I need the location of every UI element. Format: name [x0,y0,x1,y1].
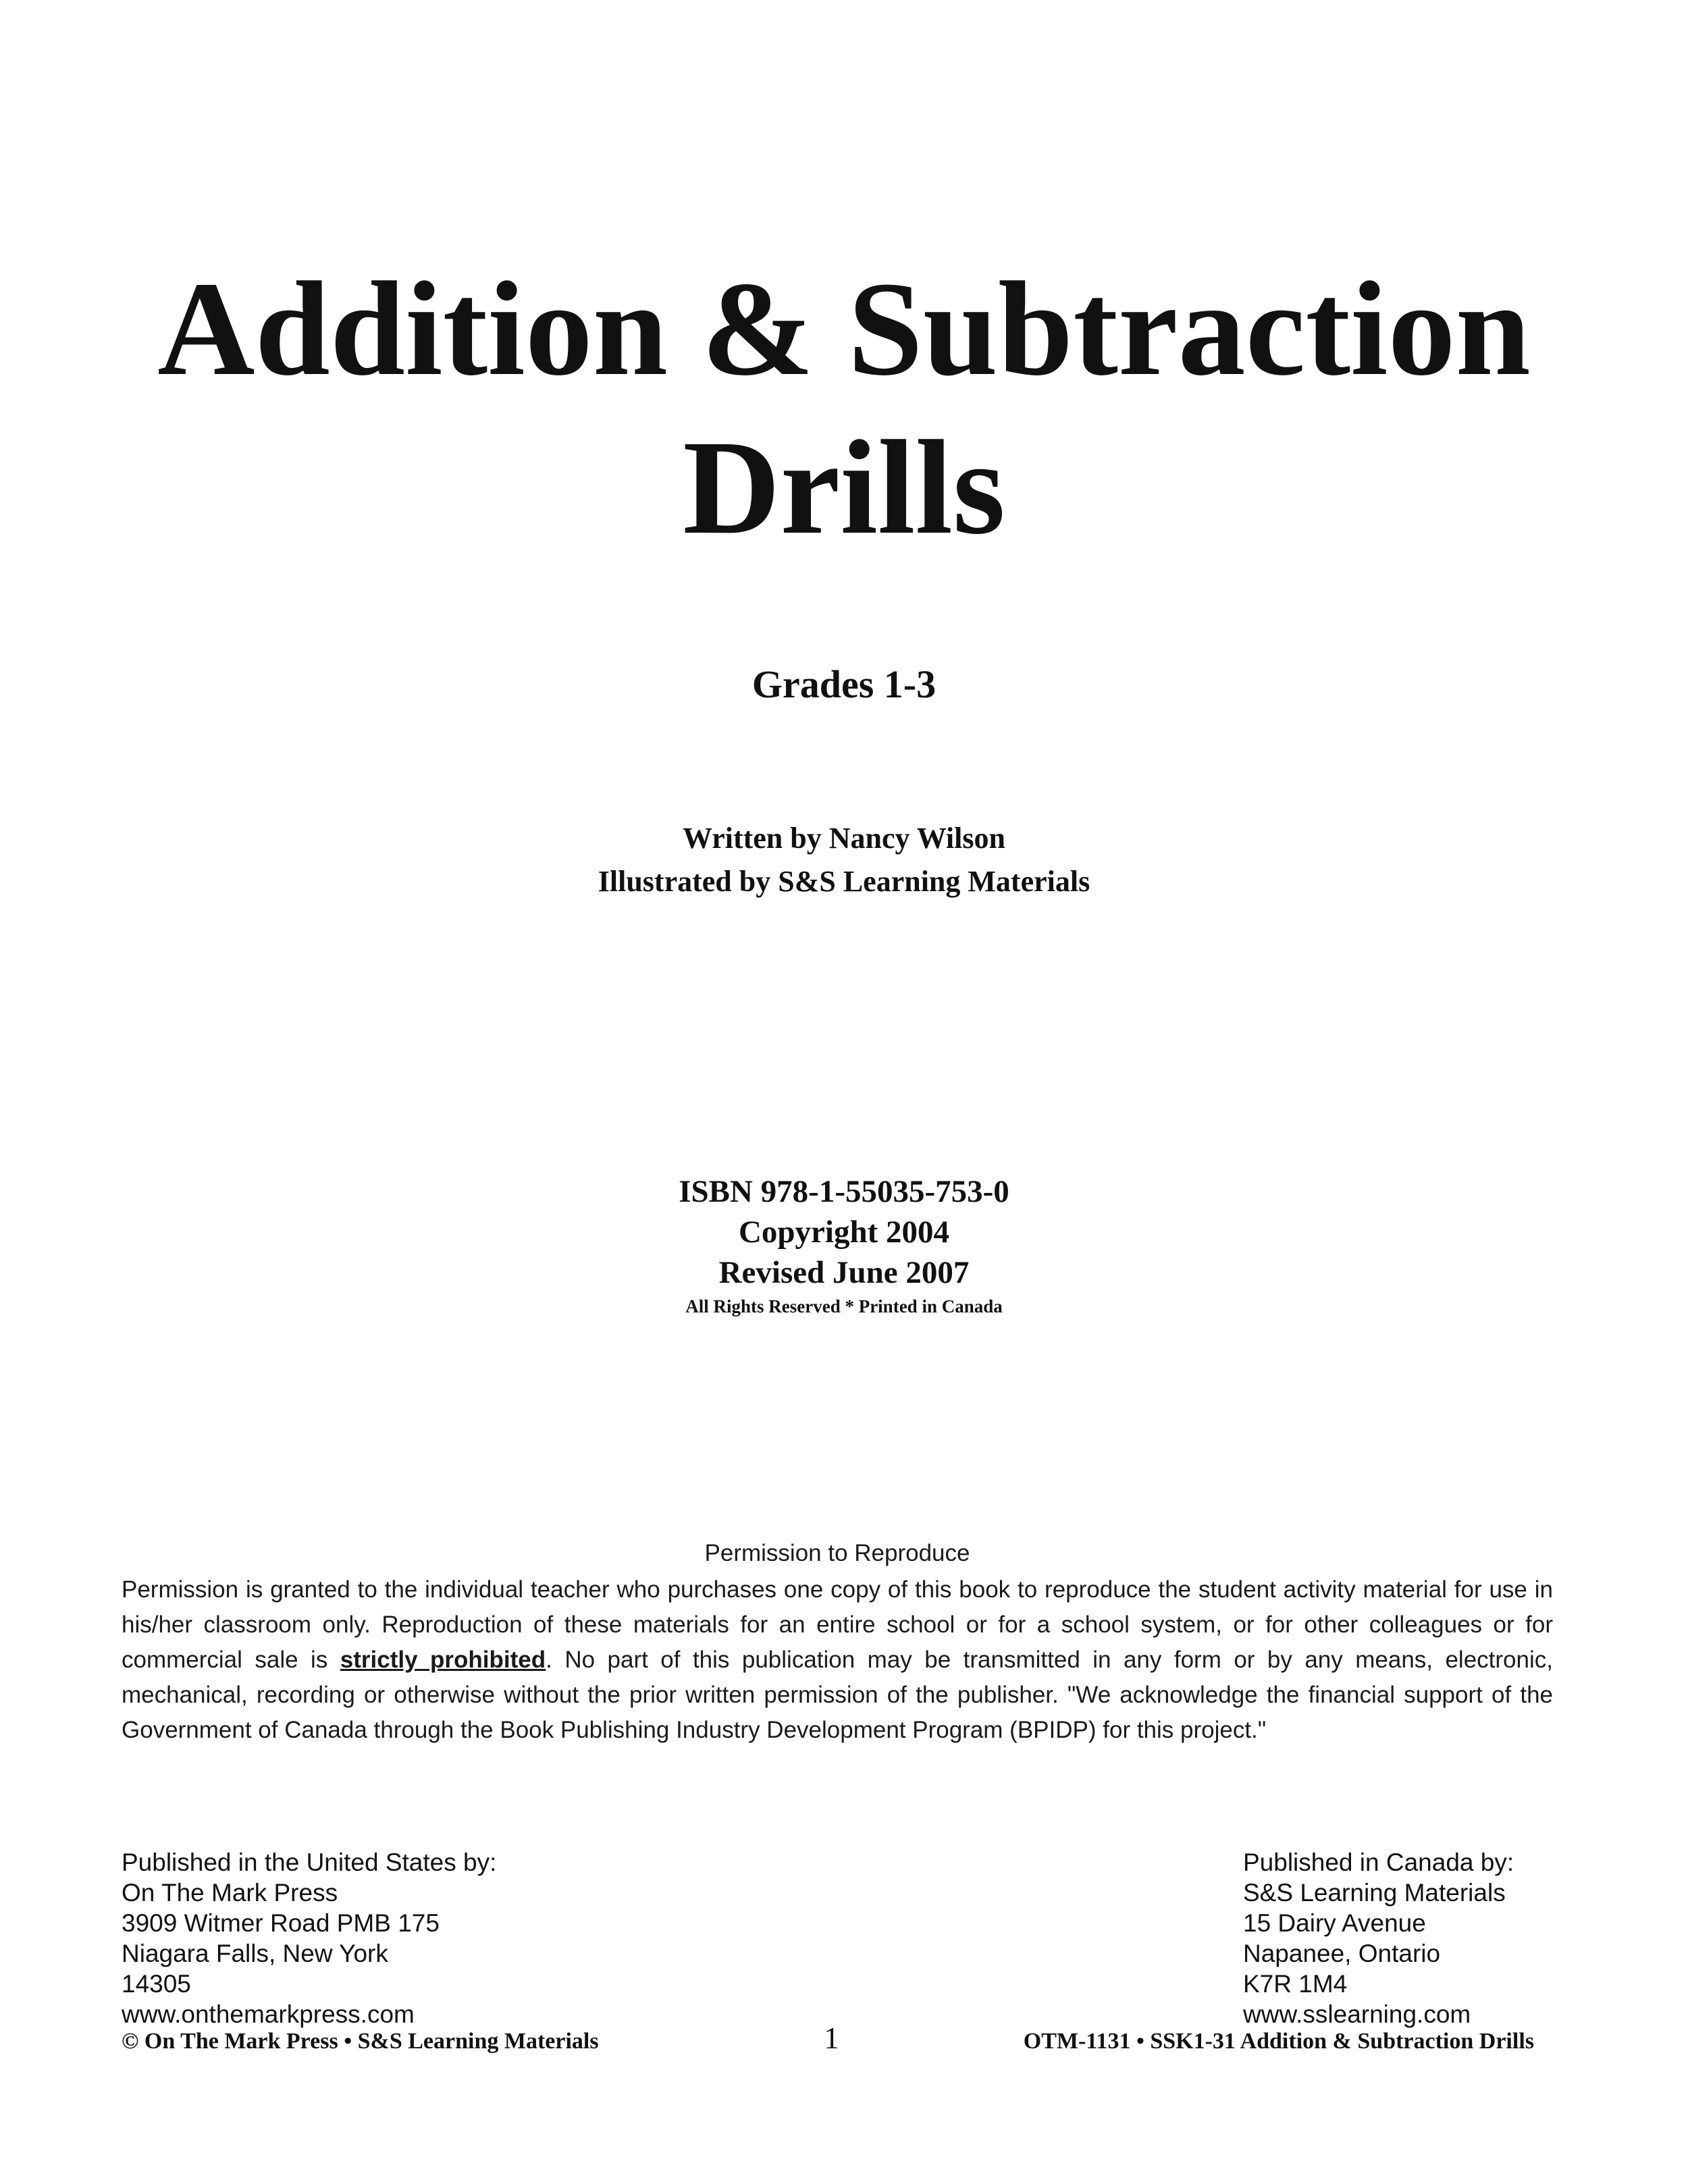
strictly-prohibited-emphasis: strictly prohibited [340,1647,546,1673]
illustrator-credit: Illustrated by S&S Learning Materials [598,865,1090,898]
permission-text [122,1572,1553,1748]
publisher-us-label: Published in the United States by: [122,1848,497,1876]
permission-text-end: . No part of this publication may be transmitted in any form or by any means, electronic, mechanical, recording or otherwise without the prior written permission of the publisher. "We acknowledge the financial support of the Government of Canada through the Book Publishing Industry Development Program (BPIDP) for this project." [122,1647,1553,1743]
publication-info [0,1171,1688,1320]
copyright: Copyright 2004 [738,1215,950,1250]
publisher-ca-website: www.sslearning.com [1243,2000,1471,2028]
revised-date: Revised June 2007 [718,1255,970,1290]
publisher-us-name: On The Mark Press [122,1879,338,1907]
publisher-ca-street: 15 Dairy Avenue [1243,1909,1426,1937]
publisher-canada [1243,1847,1514,2029]
rights-notice: All Rights Reserved * Printed in Canada [685,1296,1003,1316]
book-title-line-1: Addition & Subtraction [157,255,1531,404]
publisher-ca-name: S&S Learning Materials [1243,1879,1506,1907]
publisher-us [122,1847,496,2029]
footer-copyright: © On The Mark Press • S&S Learning Materials [122,2029,599,2054]
permission-heading: Permission to Reproduce [704,1540,970,1566]
permission-section [122,1536,1553,1748]
grade-level: Grades 1-3 [751,662,937,706]
publisher-us-street: 3909 Witmer Road PMB 175 [122,1909,440,1937]
permission-text-start: Permission is granted to the individual teacher who purchases one copy of this book to reproduce the student activity material for use in his/her classroom only. Reproduction of these materials for an entire school or for a school system, or for other colleagues or for commercial sale is [122,1576,1553,1673]
author-credit: Written by Nancy Wilson [683,822,1005,855]
publisher-ca-label: Published in Canada by: [1243,1848,1514,1876]
publisher-us-city: Niagara Falls, New York [122,1940,388,1967]
credits [0,817,1688,903]
publisher-ca-postal: K7R 1M4 [1243,1970,1348,1998]
footer-book-code: OTM-1131 • SSK1-31 Addition & Subtraction Drills [1023,2029,1534,2054]
isbn: ISBN 978-1-55035-753-0 [679,1174,1009,1209]
publisher-ca-city: Napanee, Ontario [1243,1940,1441,1967]
publisher-us-website: www.onthemarkpress.com [122,2000,415,2028]
page-number: 1 [824,2021,839,2055]
book-title [0,250,1688,567]
book-title-line-2: Drills [683,413,1005,562]
publisher-us-postal: 14305 [122,1970,191,1998]
